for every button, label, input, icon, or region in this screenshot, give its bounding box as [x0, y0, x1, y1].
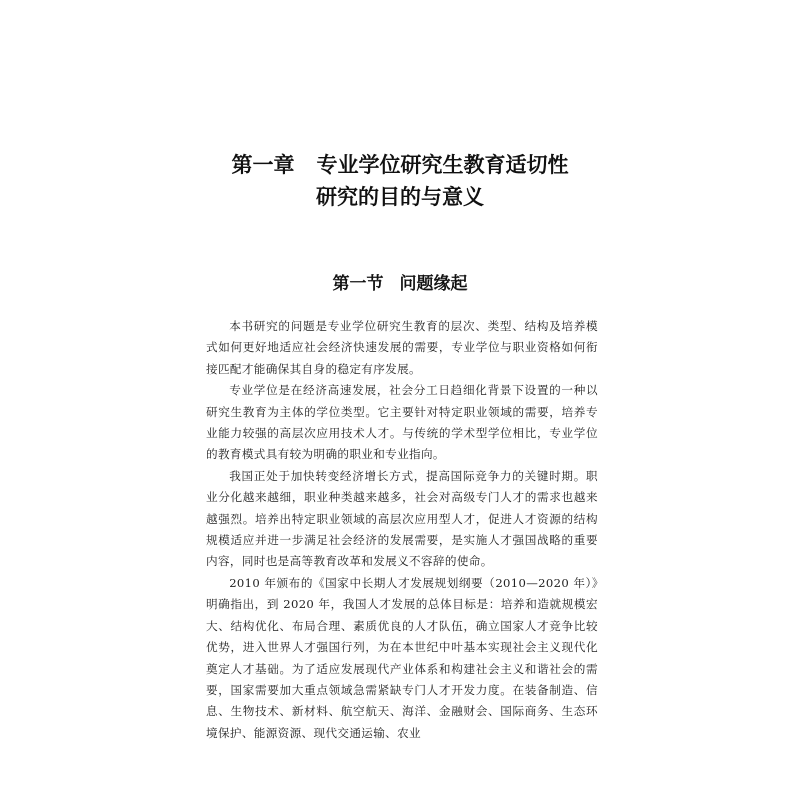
section-title — [0, 270, 800, 298]
chapter-title-text-1: 专业学位研究生教育适切性 — [316, 153, 569, 177]
paragraph-4: 2010 年颁布的《国家中长期人才发展规划纲要（2010—2020 年）》明确指出，到 2020 年，我国人才发展的总体目标是：培养和造就规模宏大、结构优化、布局合理、素质优良的人才队伍，确立国家人才竞争比较优势，进入世界人才强国行列，为在本世纪中叶基本实现社会主义现代化奠定人才基础。为了适应发展现代产业体系和构建社会主义和谐社会的需要，国家需要加大重点领域急需紧缺专门人才开发力度。在装备制造、信息、生物技术、新材料、航空航天、海洋、金融财会、国际商务、生态环境保护、能源资源、现代交通运输、农业 — [206, 575, 598, 740]
chapter-title-line2 — [0, 180, 800, 214]
paragraph-1: 本书研究的问题是专业学位研究生教育的层次、类型、结构及培养模式如何更好地适应社会经济快速发展的需要，专业学位与职业资格如何衔接匹配才能确保其自身的稳定有序发展。 — [206, 319, 598, 376]
body-text — [206, 316, 598, 744]
paragraph-3: 我国正处于加快转变经济增长方式，提高国际竞争力的关键时期。职业分化越来越细，职业种类越来越多，社会对高级专门人才的需求也越来越强烈。培养出特定职业领域的高层次应用型人才，促进人才资源的结构规模适应并进一步满足社会经济的发展需要，是实施人才强国战略的重要内容，同时也是高等教育改革和发展义不容辞的使命。 — [206, 468, 598, 569]
chapter-title-text-2: 研究的目的与意义 — [316, 185, 484, 209]
section-number: 第一节 — [332, 274, 384, 294]
chapter-number: 第一章 — [231, 153, 295, 177]
chapter-title-line1 — [0, 148, 800, 182]
paragraph-2: 专业学位是在经济高速发展，社会分工日趋细化背景下设置的一种以研究生教育为主体的学位类型。它主要针对特定职业领域的需要，培养专业能力较强的高层次应用技术人才。与传统的学术型学位相比，专业学位的教育模式具有较为明确的职业和专业指向。 — [206, 383, 598, 462]
section-title-text: 问题缘起 — [399, 274, 468, 294]
